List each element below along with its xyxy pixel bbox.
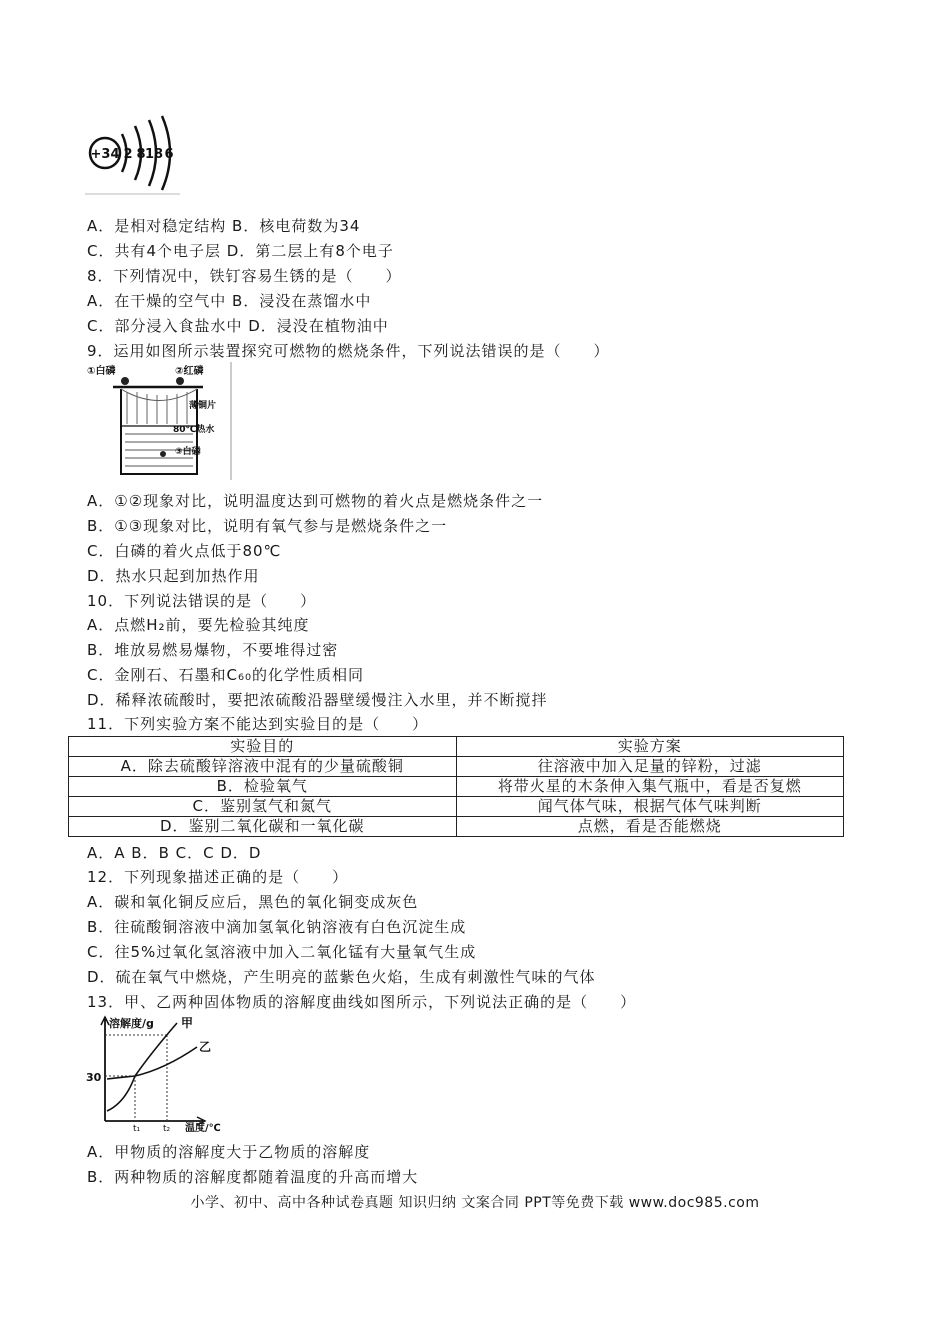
page-footer: 小学、初中、高中各种试卷真题 知识归纳 文案合同 PPT等免费下载 www.doc985.com (190, 1195, 760, 1211)
label-yi: 乙 (199, 1040, 212, 1054)
table-row (69, 817, 844, 837)
shell-4-count: 6 (164, 147, 174, 162)
y-axis-label: 溶解度/g (109, 1017, 154, 1030)
x-tick-t1: t₁ (133, 1124, 141, 1133)
table-cell: 将带火星的木条伸入集气瓶中，看是否复燃 (456, 777, 844, 797)
q11-stem: 11．下列实验方案不能达到实验目的是（ ） (87, 715, 429, 733)
q8-option-ab: A．在干燥的空气中 B．浸没在蒸馏水中 (87, 292, 372, 310)
label-white-phosphorus-1: ①白磷 (87, 366, 116, 377)
y-tick-30: 30 (86, 1071, 102, 1084)
table-cell: D．鉴别二氧化碳和一氧化碳 (69, 817, 457, 837)
label-hot-water: 80℃热水 (173, 425, 215, 435)
q13-option-a: A．甲物质的溶解度大于乙物质的溶解度 (87, 1143, 371, 1161)
q12-option-c: C．往5%过氧化氢溶液中加入二氧化锰有大量氧气生成 (87, 943, 477, 961)
q9-option-b: B．①③现象对比，说明有氧气参与是燃烧条件之一 (87, 517, 448, 535)
q12-option-a: A．碳和氧化铜反应后，黑色的氧化铜变成灰色 (87, 893, 419, 911)
q12-option-d: D．硫在氧气中燃烧，产生明亮的蓝紫色火焰，生成有刺激性气味的气体 (87, 968, 596, 986)
q9-option-c: C．白磷的着火点低于80℃ (87, 542, 282, 560)
table-cell: 往溶液中加入足量的锌粉，过滤 (456, 757, 844, 777)
q7-option-ab: A．是相对稳定结构 B．核电荷数为34 (87, 217, 361, 235)
table-cell: 点燃，看是否能燃烧 (456, 817, 844, 837)
q8-stem: 8．下列情况中，铁钉容易生锈的是（ ） (87, 267, 402, 285)
q8-option-cd: C．部分浸入食盐水中 D．浸没在植物油中 (87, 317, 389, 335)
x-tick-t2: t₂ (163, 1124, 171, 1133)
q13-stem: 13．甲、乙两种固体物质的溶解度曲线如图所示，下列说法正确的是（ ） (87, 993, 637, 1011)
table-header-plan: 实验方案 (456, 737, 844, 757)
q12-stem: 12．下列现象描述正确的是（ ） (87, 868, 349, 886)
label-copper-sheet: 薄铜片 (189, 401, 217, 411)
combustion-apparatus-figure (85, 362, 233, 480)
q11-options: A．A B．B C．C D．D (87, 844, 262, 862)
q10-option-b: B．堆放易燃易爆物，不要堆得过密 (87, 641, 339, 659)
table-cell: A．除去硫酸锌溶液中混有的少量硫酸铜 (69, 757, 457, 777)
q9-option-d: D．热水只起到加热作用 (87, 567, 260, 585)
atom-structure-figure (85, 112, 180, 196)
q10-stem: 10．下列说法错误的是（ ） (87, 592, 317, 610)
table-header-purpose: 实验目的 (69, 737, 457, 757)
table-header-row (69, 737, 844, 757)
table-cell: 闻气体气味，根据气体气味判断 (456, 797, 844, 817)
q10-option-d: D．稀释浓硫酸时，要把浓硫酸沿器壁缓慢注入水里，并不断搅拌 (87, 691, 548, 709)
q10-option-a: A．点燃H₂前，要先检验其纯度 (87, 616, 310, 634)
curve-yi (107, 1047, 197, 1079)
table-cell: C．鉴别氢气和氮气 (69, 797, 457, 817)
solubility-curve-figure (85, 1013, 235, 1133)
q9-option-a: A．①②现象对比，说明温度达到可燃物的着火点是燃烧条件之一 (87, 492, 544, 510)
q7-option-cd: C．共有4个电子层 D．第二层上有8个电子 (87, 242, 394, 260)
table-row (69, 757, 844, 777)
table-cell: B．检验氧气 (69, 777, 457, 797)
label-jia: 甲 (181, 1016, 194, 1030)
table-row (69, 777, 844, 797)
q9-stem: 9．运用如图所示装置探究可燃物的燃烧条件，下列说法错误的是（ ） (87, 342, 610, 360)
q13-option-b: B．两种物质的溶解度都随着温度的升高而增大 (87, 1168, 419, 1186)
shell-2-count: 8 (136, 147, 146, 162)
label-red-phosphorus-2: ②红磷 (175, 366, 204, 377)
shell-1-count: 2 (123, 147, 133, 162)
shell-3-count: 18 (144, 147, 164, 162)
q10-option-c: C．金刚石、石墨和C₆₀的化学性质相同 (87, 666, 364, 684)
label-white-phosphorus-3: ③白磷 (175, 447, 201, 457)
table-row (69, 797, 844, 817)
experiment-table (68, 736, 844, 837)
x-axis-label: 温度/℃ (185, 1123, 221, 1133)
nucleus-charge: +34 (90, 147, 120, 162)
q12-option-b: B．往硫酸铜溶液中滴加氢氧化钠溶液有白色沉淀生成 (87, 918, 467, 936)
